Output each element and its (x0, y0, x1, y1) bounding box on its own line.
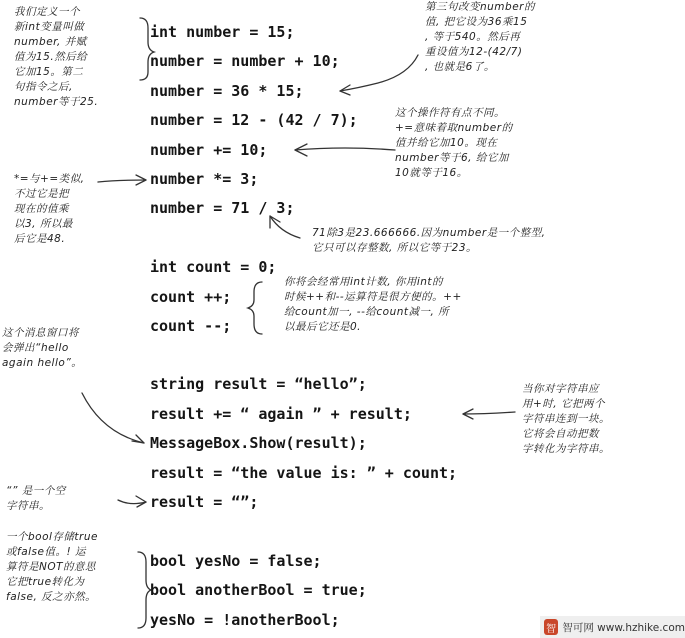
code-line-11: string result = “hello”; (150, 375, 367, 393)
brace-count (248, 282, 262, 334)
note-integer-division: 71除3是23.666666.因为number是一个整型, 它只可以存整数, 所以它等于23。 (312, 227, 546, 254)
code-line-18: yesNo = !anotherBool; (150, 611, 340, 629)
note-reassign-number: 第三句改变number的 值, 把它设为36乘15 , 等于540。然后再 重设值为12-(42/7) , 也就是6了。 (425, 1, 535, 73)
code-line-2: number = number + 10; (150, 52, 340, 70)
code-line-16: bool yesNo = false; (150, 552, 322, 570)
code-line-4: number = 12 - (42 / 7); (150, 111, 358, 129)
arrow-note2 (340, 55, 418, 91)
code-line-15: result = “”; (150, 493, 259, 511)
note-times-equals: *=与+=类似, 不过它是把 现在的值乘 以3, 所以最 后它是48. (14, 173, 85, 245)
code-line-5: number += 10; (150, 141, 268, 159)
watermark (540, 616, 685, 638)
note-empty-string: “” 是一个空 字符串。 (6, 485, 66, 512)
code-line-12: result += “ again ” + result; (150, 405, 412, 423)
code-line-9: count ++; (150, 288, 232, 306)
note-plus-equals: 这个操作符有点不同。 +=意味着取number的 值并给它加10。现在 number等于6, 给它加 10就等于16。 (395, 107, 513, 179)
code-line-17: bool anotherBool = true; (150, 581, 367, 599)
code-line-10: count --; (150, 317, 232, 335)
code-line-6: number *= 3; (150, 170, 259, 188)
note-increment-decrement: 你将会经常用int计数, 你用int的 时候++和--运算符是很方便的。++ 给count加一, --给count减一, 所 以最后它还是0. (284, 276, 462, 333)
arrow-note7 (82, 393, 144, 443)
note-define-number: 我们定义一个 新int变量叫做 number, 并赋 值为15.然后给 它加15。第二 句指令之后, number等于25. (14, 6, 99, 108)
code-line-14: result = “the value is: ” + count; (150, 464, 458, 482)
watermark-text: 智可网 www.hzhike.com (562, 621, 685, 634)
arrow-note3 (295, 148, 395, 150)
code-line-13: MessageBox.Show(result); (150, 434, 367, 452)
code-line-1: int number = 15; (150, 23, 295, 41)
note-string-concat: 当你对字符串应 用+时, 它把两个 字符串连到一块。 它将会自动把数 字转化为字符串。 (522, 383, 610, 455)
watermark-logo: 智 (544, 619, 558, 635)
code-line-8: int count = 0; (150, 258, 277, 276)
arrow-note8 (463, 412, 515, 414)
note-messagebox: 这个消息窗口将 会弹出“hello again hello”。 (2, 327, 83, 369)
code-line-3: number = 36 * 15; (150, 82, 304, 100)
note-bool: 一个bool存储true 或false值。! 运 算符是NOT的意思 它把true转化为 false, 反之亦然。 (6, 531, 98, 603)
code-line-7: number = 71 / 3; (150, 199, 295, 217)
